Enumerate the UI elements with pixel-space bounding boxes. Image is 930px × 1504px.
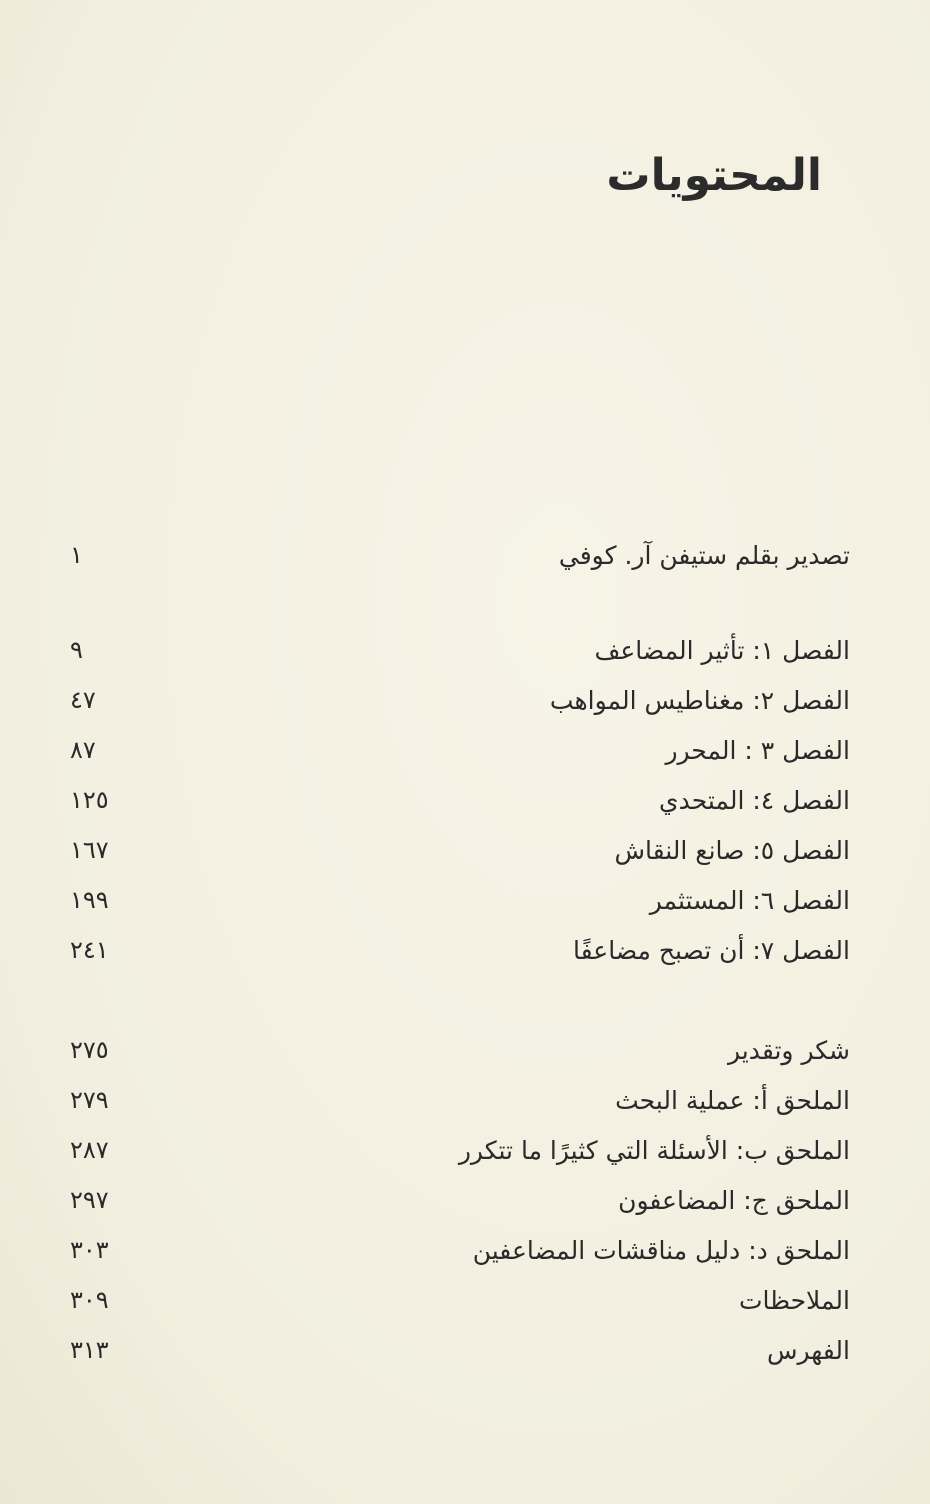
toc-entry-appendix-c — [60, 1180, 850, 1220]
toc-entry-label: الفهرس — [766, 1335, 850, 1365]
toc-entry-chapter-2 — [60, 680, 850, 720]
toc-entry-label: الفصل ١: تأثير المضاعف — [594, 635, 850, 665]
toc-entry-label: شكر وتقدير — [727, 1035, 850, 1065]
toc-page-number: ٩ — [70, 636, 83, 664]
toc-entry-label: الملحق أ: عملية البحث — [615, 1085, 850, 1115]
toc-entry-label: الفصل ٤: المتحدي — [659, 785, 850, 815]
toc-entry-index — [60, 1330, 850, 1370]
toc-entry-label: الفصل ٥: صانع النقاش — [614, 835, 850, 865]
toc-entry-chapter-6 — [60, 880, 850, 920]
toc-page-number: ٣١٣ — [70, 1336, 109, 1364]
toc-entry-label: الملحق ج: المضاعفون — [618, 1185, 850, 1215]
toc-page-number: ٢٨٧ — [70, 1136, 109, 1164]
toc-entry-label: الفصل ٦: المستثمر — [649, 885, 850, 915]
toc-entry-label: الفصل ٢: مغناطيس المواهب — [549, 685, 850, 715]
toc-page-number: ٣٠٣ — [70, 1236, 109, 1264]
toc-page-number: ١٩٩ — [70, 886, 109, 914]
toc-page-number: ١٦٧ — [70, 836, 109, 864]
page-title: المحتويات — [606, 150, 822, 201]
toc-entry-label: الملاحظات — [738, 1285, 850, 1315]
toc-entry-foreword — [60, 535, 850, 575]
toc-page-number: ٢٧٩ — [70, 1086, 109, 1114]
toc-entry-notes — [60, 1280, 850, 1320]
toc-entry-chapter-5 — [60, 830, 850, 870]
toc-entry-label: الملحق د: دليل مناقشات المضاعفين — [472, 1235, 850, 1265]
toc-page-number: ٢٧٥ — [70, 1036, 109, 1064]
toc-page-number: ٢٩٧ — [70, 1186, 109, 1214]
toc-entry-appendix-b — [60, 1130, 850, 1170]
toc-page-number: ٣٠٩ — [70, 1286, 109, 1314]
toc-page-number: ١٢٥ — [70, 786, 109, 814]
toc-page-number: ٢٤١ — [70, 936, 109, 964]
toc-page-number: ١ — [70, 541, 83, 569]
toc-entry-chapter-7 — [60, 930, 850, 970]
toc-entry-chapter-4 — [60, 780, 850, 820]
toc-entry-acknowledgments — [60, 1030, 850, 1070]
toc-entry-chapter-1 — [60, 630, 850, 670]
toc-entry-label: تصدير بقلم ستيفن آر. كوفي — [558, 540, 850, 570]
toc-page-number: ٤٧ — [70, 686, 96, 714]
toc-entry-chapter-3 — [60, 730, 850, 770]
toc-page-number: ٨٧ — [70, 736, 96, 764]
toc-entry-label: الملحق ب: الأسئلة التي كثيرًا ما تتكرر — [458, 1135, 850, 1165]
toc-entry-label: الفصل ٧: أن تصبح مضاعفًا — [573, 935, 850, 965]
toc-entry-label: الفصل ٣ : المحرر — [665, 735, 850, 765]
toc-entry-appendix-a — [60, 1080, 850, 1120]
toc-entry-appendix-d — [60, 1230, 850, 1270]
